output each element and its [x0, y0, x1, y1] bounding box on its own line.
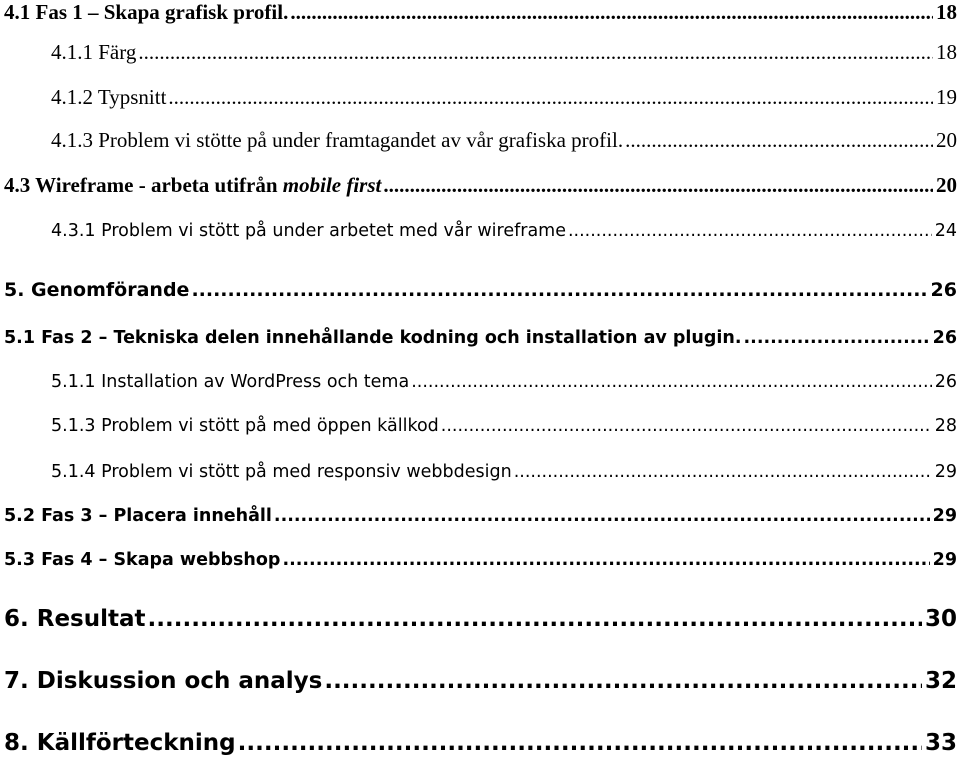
- toc-entry[interactable]: [51, 462, 957, 482]
- toc-entry[interactable]: [4, 606, 957, 632]
- toc-entry-title: 7. Diskussion och analys: [4, 668, 323, 694]
- toc-entry[interactable]: [51, 416, 957, 436]
- toc-page-number: 26: [932, 328, 957, 348]
- toc-dot-leader: [411, 372, 932, 392]
- toc-page-number: 28: [934, 416, 957, 436]
- toc-entry-title: 5.2 Fas 3 – Placera innehåll: [4, 506, 272, 526]
- toc-entry-title: 4.1.3 Problem vi stötte på under framtagandet av vår grafiska profil.: [51, 128, 624, 152]
- toc-entry[interactable]: [4, 328, 957, 348]
- toc-entry-title: 4.1.1 Färg: [51, 40, 137, 64]
- toc-dot-leader: [168, 85, 933, 110]
- toc-dot-leader: [191, 279, 927, 301]
- toc-dot-leader: [138, 40, 933, 65]
- toc-entry-title: 5.3 Fas 4 – Skapa webbshop: [4, 550, 281, 570]
- toc-entry-title: 5.1.1 Installation av WordPress och tema: [51, 372, 410, 392]
- toc-page-number: 29: [934, 462, 957, 482]
- toc-dot-leader: [274, 506, 930, 526]
- toc-dot-leader: [514, 462, 932, 482]
- toc-page-number: 20: [936, 128, 957, 152]
- toc-dot-leader: [625, 128, 933, 153]
- toc-dot-leader: [324, 668, 922, 694]
- toc-entry-title: [4, 173, 381, 198]
- toc-dot-leader: [441, 416, 932, 436]
- toc-entry[interactable]: [51, 221, 957, 241]
- toc-page-number: 30: [924, 606, 957, 632]
- toc-entry[interactable]: [4, 279, 957, 301]
- toc-entry-title-emphasis: mobile first: [282, 173, 382, 197]
- toc-dot-leader: [238, 730, 922, 756]
- toc-entry-title: 5.1 Fas 2 – Tekniska delen innehållande kodning och installation av plugin.: [4, 328, 742, 348]
- toc-entry-title: 5.1.3 Problem vi stött på med öppen källkod: [51, 416, 439, 436]
- toc-entry[interactable]: [4, 173, 957, 198]
- toc-entry-title: 6. Resultat: [4, 606, 146, 632]
- toc-entry-title: 4.1.2 Typsnitt: [51, 85, 167, 109]
- toc-page-number: 18: [936, 0, 957, 24]
- toc-page-number: 19: [936, 85, 957, 109]
- toc-entry-title: 4.3.1 Problem vi stött på under arbetet med vår wireframe: [51, 221, 566, 241]
- toc-entry-title: 5.1.4 Problem vi stött på med responsiv webbdesign: [51, 462, 512, 482]
- toc-entry[interactable]: [4, 668, 957, 694]
- toc-page-number: 29: [932, 506, 957, 526]
- toc-entry-title: 8. Källförteckning: [4, 730, 236, 756]
- toc-entry-title-text: 4.3 Wireframe - arbeta utifrån: [4, 173, 283, 197]
- toc-page-number: 24: [934, 221, 957, 241]
- toc-page-number: 33: [924, 730, 957, 756]
- toc-dot-leader: [282, 550, 929, 570]
- toc-entry[interactable]: [51, 85, 957, 110]
- toc-entry-title: 4.1 Fas 1 – Skapa grafisk profil.: [4, 0, 289, 24]
- toc-entry-title: 5. Genomförande: [4, 279, 190, 301]
- toc-page-number: 26: [934, 372, 957, 392]
- toc-entry[interactable]: [4, 550, 957, 570]
- toc-page-number: 32: [924, 668, 957, 694]
- toc-dot-leader: [744, 328, 930, 348]
- toc-page-number: 20: [936, 173, 957, 197]
- toc-dot-leader: [290, 0, 933, 25]
- toc-page-number: 26: [930, 279, 957, 301]
- toc-dot-leader: [568, 221, 932, 241]
- toc-entry[interactable]: [4, 0, 957, 25]
- toc-entry[interactable]: [51, 128, 957, 153]
- toc-page-number: 18: [936, 40, 957, 64]
- toc-dot-leader: [383, 173, 933, 198]
- toc-dot-leader: [148, 606, 922, 632]
- toc-entry[interactable]: [51, 40, 957, 65]
- toc-entry[interactable]: [4, 730, 957, 756]
- toc-entry[interactable]: [51, 372, 957, 392]
- toc-page-number: 29: [932, 550, 957, 570]
- toc-entry[interactable]: [4, 506, 957, 526]
